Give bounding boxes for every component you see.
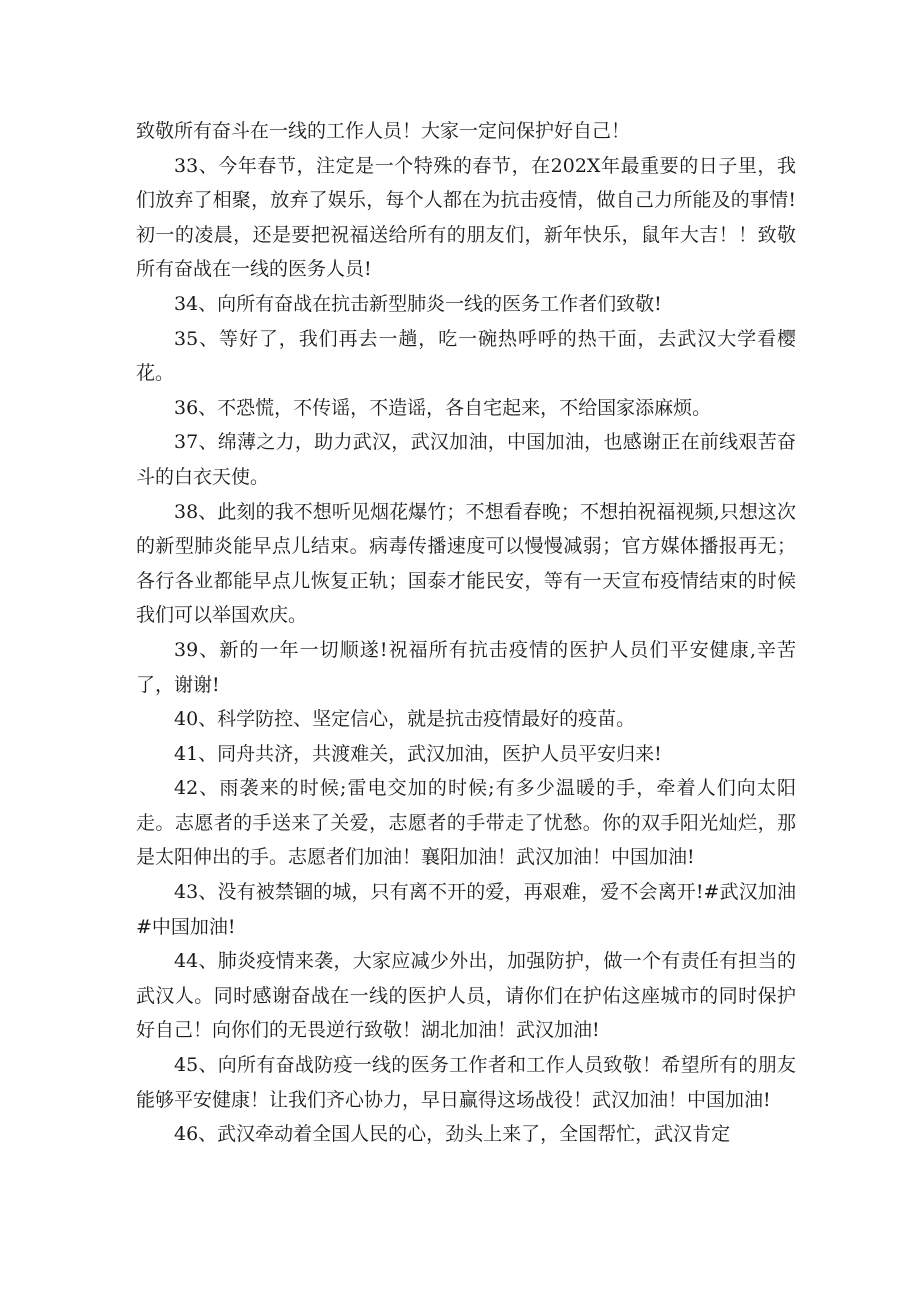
- paragraph: 35、等好了，我们再去一趟，吃一碗热呼呼的热干面，去武汉大学看樱花。: [136, 327, 796, 385]
- paragraph: 43、没有被禁锢的城，只有离不开的爱，再艰难，爱不会离开!#武汉加油#中国加油!: [136, 881, 796, 938]
- paragraph: 致敬所有奋斗在一线的工作人员！大家一定问保护好自己！: [136, 120, 631, 142]
- paragraph: 41、同舟共济，共渡难关，武汉加油，医护人员平安归来!: [174, 742, 662, 765]
- paragraph: 38、此刻的我不想听见烟花爆竹；不想看春晚；不想拍祝福视频,只想这次的新型肺炎能早点儿结束。病毒传播速度可以慢慢减弱；官方媒体播报再无；各行各业都能早点儿恢复正轨；国泰才能民安，等有一天宣布疫情结束的时候我们可以举国欢庆。: [136, 500, 796, 627]
- paragraph: 46、武汉牵动着全国人民的心，劲头上来了，全国帮忙，武汉肯定: [174, 1123, 731, 1146]
- paragraph: 37、绵薄之力，助力武汉，武汉加油，中国加油，也感谢正在前线艰苦奋斗的白衣天使。: [136, 431, 796, 488]
- paragraph: 42、雨袭来的时候;雷电交加的时候;有多少温暖的手，牵着人们向太阳走。志愿者的手送来了关爱，志愿者的手带走了忧愁。你的双手阳光灿烂，那是太阳伸出的手。志愿者们加油！襄阳加油！武汉加油！中国加油!: [136, 777, 796, 869]
- paragraph: 40、科学防控、坚定信心，就是抗击疫情最好的疫苗。: [174, 708, 636, 731]
- paragraph: 45、向所有奋战防疫一线的医务工作者和工作人员致敬！希望所有的朋友能够平安健康！让我们齐心协力，早日赢得这场战役！武汉加油！中国加油!: [136, 1054, 796, 1111]
- paragraph: 36、不恐慌，不传谣，不造谣，各自宅起来，不给国家添麻烦。: [174, 396, 712, 419]
- document-body: [136, 114, 796, 1152]
- paragraph: 39、新的一年一切顺遂!祝福所有抗击疫情的医护人员们平安健康,辛苦了，谢谢!: [136, 638, 796, 696]
- paragraph: 44、肺炎疫情来袭，大家应减少外出，加强防护，做一个有责任有担当的武汉人。同时感谢奋战在一线的医护人员，请你们在护佑这座城市的同时保护好自己！向你们的无畏逆行致敬！湖北加油！武汉加油!: [136, 950, 796, 1042]
- paragraph: 34、向所有奋战在抗击新型肺炎一线的医务工作者们致敬!: [174, 292, 662, 315]
- paragraph: 33、今年春节，注定是一个特殊的春节，在202X年最重要的日子里，我们放弃了相聚，放弃了娱乐，每个人都在为抗击疫情，做自己力所能及的事情!初一的凌晨，还是要把祝福送给所有的朋友们，新年快乐，鼠年大吉！！致敬所有奋战在一线的医务人员!: [136, 154, 796, 281]
